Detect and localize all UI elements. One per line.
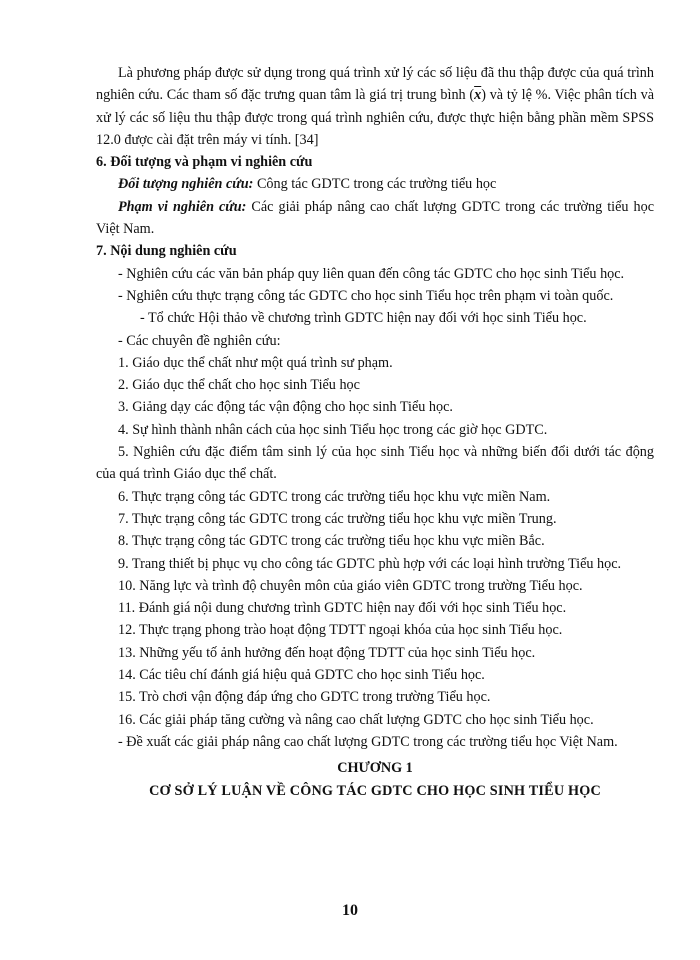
topic-item: 5. Nghiên cứu đặc điểm tâm sinh lý của học sinh Tiểu học và những biến đổi dưới tác động của quá trình Giáo dục thể chất. bbox=[96, 444, 654, 483]
topic-item: 9. Trang thiết bị phục vụ cho công tác GDTC phù hợp với các loại hình trường Tiểu học. bbox=[118, 555, 622, 572]
topic-item: 11. Đánh giá nội dung chương trình GDTC hiện nay đối với học sinh Tiểu học. bbox=[118, 600, 567, 617]
topic-item: 13. Những yếu tố ảnh hưởng đến hoạt động TDTT của học sinh Tiểu học. bbox=[118, 644, 536, 661]
topic-item: 10. Năng lực và trình độ chuyên môn của giáo viên GDTC trong trường Tiểu học. bbox=[118, 577, 583, 594]
research-scope-text: Các giải pháp nâng cao chất lượng GDTC trong các trường tiểu học Việt Nam. bbox=[96, 198, 654, 238]
topic-item: 8. Thực trạng công tác GDTC trong các trường tiểu học khu vực miền Bắc. bbox=[118, 533, 545, 550]
research-object-text: Công tác GDTC trong các trường tiểu học bbox=[253, 176, 497, 193]
intro-paragraph bbox=[96, 62, 654, 151]
topic-item: 15. Trò chơi vận động đáp ứng cho GDTC trong trường Tiểu học. bbox=[118, 689, 491, 706]
topic-item: 14. Các tiêu chí đánh giá hiệu quả GDTC cho học sinh Tiểu học. bbox=[118, 667, 485, 684]
research-scope bbox=[96, 196, 654, 241]
topic-item: 4. Sự hình thành nhân cách của học sinh Tiểu học trong các giờ học GDTC. bbox=[118, 421, 548, 438]
topic-item: 7. Thực trạng công tác GDTC trong các trường tiểu học khu vực miền Trung. bbox=[118, 510, 557, 527]
research-object-label: Đối tượng nghiên cứu: bbox=[118, 176, 254, 193]
content-bullet: - Nghiên cứu các văn bản pháp quy liên quan đến công tác GDTC cho học sinh Tiểu học. bbox=[118, 265, 625, 282]
content-bullet: - Tổ chức Hội thảo về chương trình GDTC hiện nay đối với học sinh Tiểu học. bbox=[140, 310, 587, 327]
chapter-title: CHƯƠNG 1 bbox=[337, 760, 413, 777]
intro-text-b: ) và tỷ lệ %. Việc phân tích và xử lý các số liệu thu thập được trong quá trình nghiên cứu, được thực hiện bằng phần mềm SPSS 12.0 được cài đặt trên máy vi tính. [34] bbox=[96, 87, 654, 148]
research-object bbox=[96, 173, 654, 195]
chapter-subtitle: CƠ SỞ LÝ LUẬN VỀ CÔNG TÁC GDTC CHO HỌC SINH TIỂU HỌC bbox=[149, 782, 601, 799]
research-scope-label: Phạm vi nghiên cứu: bbox=[118, 198, 247, 215]
topic-item: 12. Thực trạng phong trào hoạt động TDTT ngoại khóa của học sinh Tiểu học. bbox=[118, 622, 563, 639]
section-7-heading: 7. Nội dung nghiên cứu bbox=[96, 243, 237, 260]
content-bullet: - Các chuyên đề nghiên cứu: bbox=[118, 332, 281, 349]
topic-item: 1. Giáo dục thể chất như một quá trình sư phạm. bbox=[118, 354, 393, 371]
page-number: 10 bbox=[342, 902, 358, 919]
content-bullet: - Nghiên cứu thực trạng công tác GDTC cho học sinh Tiểu học trên phạm vi toàn quốc. bbox=[118, 287, 614, 304]
topic-item: 6. Thực trạng công tác GDTC trong các trường tiểu học khu vực miền Nam. bbox=[118, 488, 551, 505]
topic-list bbox=[96, 352, 654, 731]
topic-item: 16. Các giải pháp tăng cường và nâng cao chất lượng GDTC cho học sinh Tiểu học. bbox=[118, 711, 594, 728]
section-6-heading: 6. Đối tượng và phạm vi nghiên cứu bbox=[96, 154, 313, 171]
page-content bbox=[96, 62, 654, 802]
mean-symbol: $\overline{x}$ bbox=[474, 87, 482, 104]
topic-item: 3. Giảng dạy các động tác vận động cho học sinh Tiểu học. bbox=[118, 399, 453, 416]
intro-text-a: Là phương pháp được sử dụng trong quá trình xử lý các số liệu đã thu thập được của quá trình nghiên cứu. Các tham số đặc trưng quan tâm là giá trị trung bình ( bbox=[96, 65, 654, 104]
topic-item: 2. Giáo dục thể chất cho học sinh Tiểu học bbox=[118, 377, 360, 394]
closing-bullet: - Đề xuất các giải pháp nâng cao chất lượng GDTC trong các trường tiểu học Việt Nam. bbox=[118, 733, 618, 750]
